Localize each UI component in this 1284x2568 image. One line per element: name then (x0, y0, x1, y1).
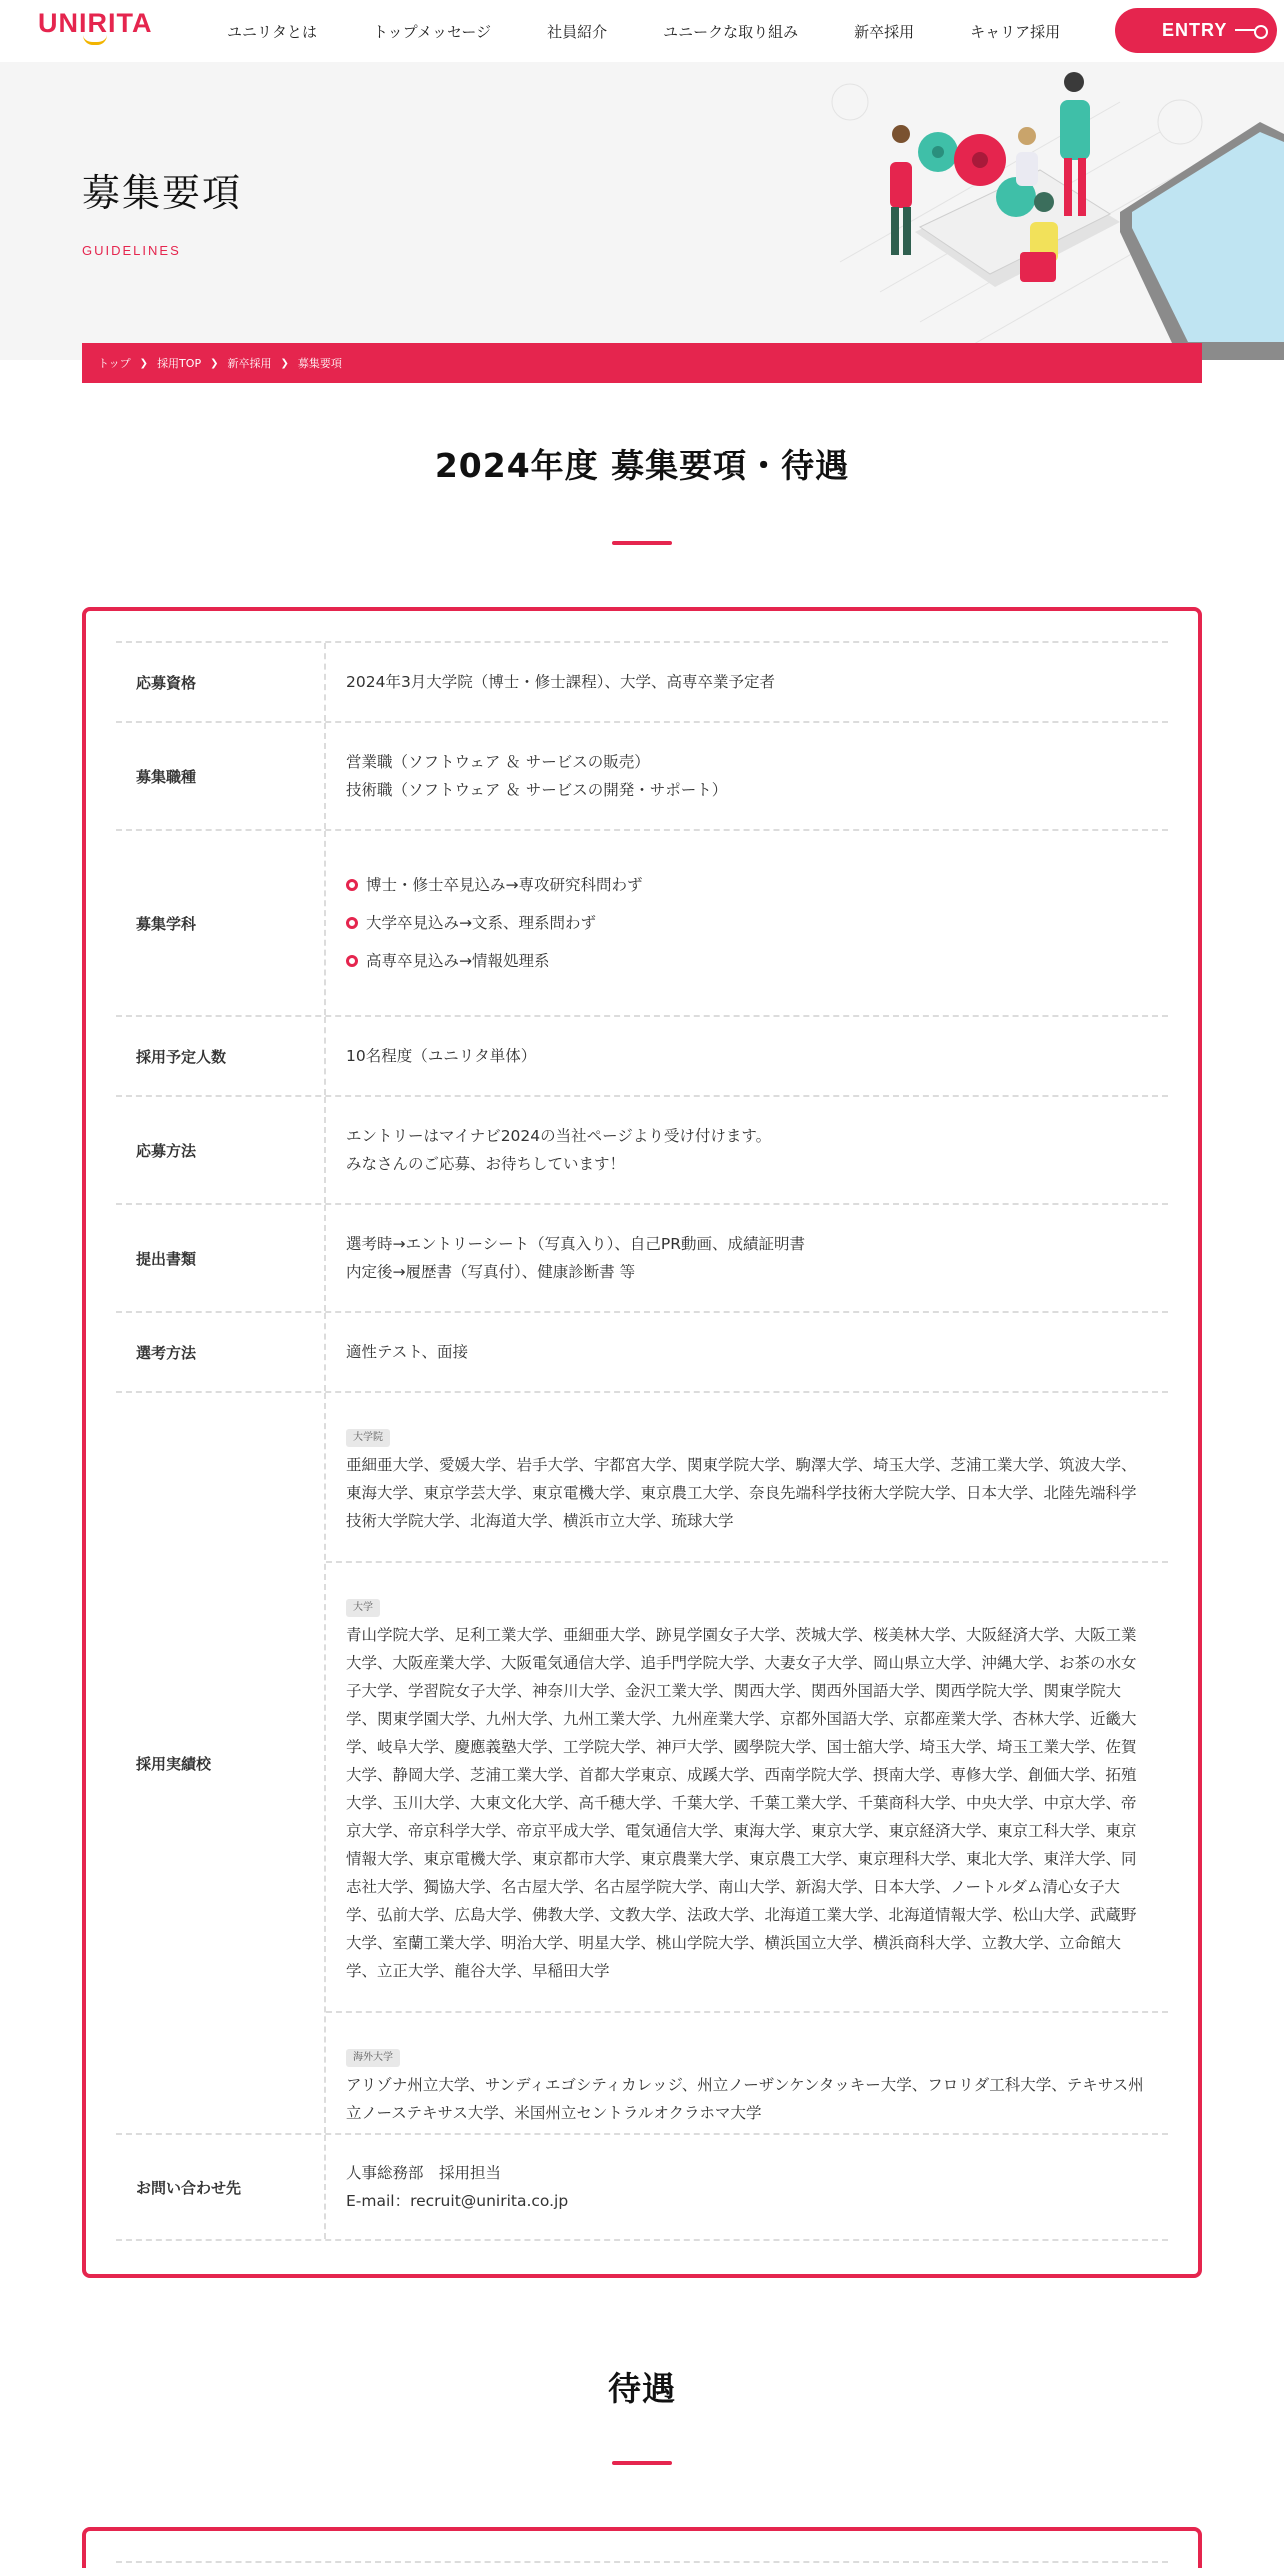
entry-button[interactable] (1115, 8, 1277, 53)
school-group-overseas (326, 2011, 1168, 2153)
school-group-tag: 大学院 (346, 1429, 390, 1447)
circle-bullet-icon (346, 955, 358, 967)
list-item (346, 871, 1148, 899)
row-label: 応募方法 (116, 1097, 326, 1203)
school-list: 亜細亜大学、愛媛大学、岩手大学、宇都宮大学、関東学院大学、駒澤大学、埼玉大学、芝浦工業大学、筑波大学、東海大学、東京学芸大学、東京電機大学、東京農工大学、奈良先端科学技術大学院大学、日本大学、北陸先端科学技術大学院大学、北海道大学、横浜市立大学、琉球大学 (346, 1456, 1137, 1530)
table-row (116, 2133, 1168, 2241)
table-row (116, 1015, 1168, 1095)
chevron-right-icon: ❯ (280, 357, 289, 369)
entry-button-label: ENTRY (1162, 20, 1228, 40)
page-hero (0, 62, 1284, 360)
section-title-benefits: 待遇 (608, 2369, 676, 2408)
row-value (326, 1097, 1168, 1203)
row-label: 選考方法 (116, 1313, 326, 1391)
list-item-text: 博士・修士卒見込み→専攻研究科問わず (366, 876, 643, 894)
hero-illustration (820, 62, 1284, 360)
table-row (116, 1391, 1168, 2133)
table-row (116, 641, 1168, 721)
circle-bullet-icon (346, 917, 358, 929)
site-header (0, 0, 1284, 62)
nav-item-initiatives[interactable]: ユニークな取り組み (663, 22, 799, 41)
section-divider (612, 2461, 672, 2465)
row-label: 採用実績校 (116, 1393, 326, 2133)
position-sales: 営業職（ソフトウェア ＆ サービスの販売） (346, 753, 650, 771)
table-row (116, 1311, 1168, 1391)
arrow-right-icon (1235, 29, 1263, 31)
nav-item-employees[interactable]: 社員紹介 (547, 22, 608, 41)
breadcrumb-recruit-top[interactable]: 採用TOP (157, 357, 202, 370)
section-divider (612, 541, 672, 545)
row-label: 募集職種 (116, 723, 326, 829)
global-nav (200, 0, 1116, 62)
contact-department: 人事総務部 採用担当 (346, 2164, 502, 2182)
school-group-tag: 大学 (346, 1599, 380, 1617)
unirita-logo[interactable] (38, 8, 163, 42)
chevron-right-icon: ❯ (139, 357, 149, 369)
row-label: 採用予定人数 (116, 1017, 326, 1095)
list-item-text: 高専卒見込み→情報処理系 (366, 952, 550, 970)
guidelines-table (116, 641, 1168, 2241)
row-value (326, 2135, 1168, 2239)
breadcrumb (82, 343, 1202, 383)
logo-smile-mark (83, 35, 107, 45)
headcount-text: 10名程度（ユニリタ単体） (346, 1047, 537, 1065)
circle-bullet-icon (346, 879, 358, 891)
row-value (326, 831, 1168, 1015)
breadcrumb-current: 募集要項 (297, 357, 342, 370)
school-group-tag: 海外大学 (346, 2049, 400, 2067)
row-value (326, 1313, 1168, 1391)
row-label: 提出書類 (116, 1205, 326, 1311)
documents-line-1: 選考時→エントリーシート（写真入り）、自己PR動画、成績証明書 (346, 1235, 806, 1253)
apply-line-2: みなさんのご応募、お待ちしています！ (346, 1155, 626, 1173)
eligibility-text: 2024年3月大学院（博士・修士課程）、大学、高専卒業予定者 (346, 673, 776, 691)
breadcrumb-top[interactable]: トップ (98, 357, 131, 370)
list-item (346, 909, 1148, 937)
benefits-table (116, 2561, 1168, 2563)
guidelines-table-box (82, 607, 1202, 2278)
row-value (326, 723, 1168, 829)
row-value (326, 1205, 1168, 1311)
list-item-text: 大学卒見込み→文系、理系問わず (366, 914, 596, 932)
nav-item-career[interactable]: キャリア採用 (970, 22, 1061, 41)
documents-line-2: 内定後→履歴書（写真付）、健康診断書 等 (346, 1263, 636, 1281)
page-title: 募集要項 (82, 171, 243, 215)
chevron-right-icon: ❯ (210, 357, 219, 369)
selection-text: 適性テスト、面接 (346, 1343, 468, 1361)
school-list: アリゾナ州立大学、サンディエゴシティカレッジ、州立ノーザンケンタッキー大学、フロリダ工科大学、テキサス州立ノーステキサス大学、米国州立セントラルオクラホマ大学 (346, 2076, 1144, 2122)
school-group-graduate (326, 1393, 1168, 1561)
row-value (326, 1393, 1168, 2133)
table-row (116, 829, 1168, 1015)
section-title-guidelines: 2024年度 募集要項・待遇 (434, 446, 850, 485)
logo-text: UNIRITA (38, 8, 153, 38)
contact-email[interactable]: E-mail：recruit@unirita.co.jp (346, 2192, 569, 2210)
row-label: 募集学科 (116, 831, 326, 1015)
school-group-university (326, 1561, 1168, 2011)
list-item (346, 947, 1148, 975)
nav-item-new-grad[interactable]: 新卒採用 (854, 22, 915, 41)
row-value (326, 1017, 1168, 1095)
table-row (116, 721, 1168, 829)
nav-item-about[interactable]: ユニリタとは (227, 22, 318, 41)
table-row (116, 1203, 1168, 1311)
apply-line-1: エントリーはマイナビ2024の当社ページより受け付けます。 (346, 1127, 772, 1145)
school-list: 青山学院大学、足利工業大学、亜細亜大学、跡見学園女子大学、茨城大学、桜美林大学、大阪経済大学、大阪工業大学、大阪産業大学、大阪電気通信大学、追手門学院大学、大妻女子大学、岡山県立大学、沖縄大学、お茶の水女子大学、学習院女子大学、神奈川大学、金沢工業大学、関西大学、関西外国語大学、関西学院大学、関東学院大学、関東学園大学、九州大学、九州工業大学、九州産業大学、京都外国語大学、京都産業大学、杏林大学、近畿大学、岐阜大学、慶應義塾大学、工学院大学、神戸大学、國學院大学、国士舘大学、埼玉大学、埼玉工業大学、佐賀大学、静岡大学、芝浦工業大学、首都大学東京、成蹊大学、西南学院大学、摂南大学、専修大学、創価大学、拓殖大学、玉川大学、大東文化大学、高千穂大学、千葉大学、千葉工業大学、千葉商科大学、中央大学、中京大学、帝京大学、帝京科学大学、帝京平成大学、電気通信大学、東海大学、東京大学、東京経済大学、東京工科大学、東京情報大学、東京電機大学、東京都市大学、東京農業大学、東京農工大学、東京理科大学、東北大学、東洋大学、同志社大学、獨協大学、名古屋大学、名古屋学院大学、南山大学、新潟大学、日本大学、ノートルダム清心女子大学、弘前大学、広島大学、佛教大学、文教大学、法政大学、北海道工業大学、北海道情報大学、松山大学、武蔵野大学、室蘭工業大学、明治大学、明星大学、桃山学院大学、横浜国立大学、横浜商科大学、立教大学、立命館大学、立正大学、龍谷大学、早稲田大学 (346, 1626, 1137, 1980)
breadcrumb-new-grad[interactable]: 新卒採用 (227, 357, 272, 370)
benefits-table-box (82, 2527, 1202, 2568)
position-engineering: 技術職（ソフトウェア ＆ サービスの開発・サポート） (346, 781, 728, 799)
row-label: お問い合わせ先 (116, 2135, 326, 2239)
row-label: 応募資格 (116, 643, 326, 721)
page-subtitle: GUIDELINES (82, 243, 181, 258)
row-value (326, 643, 1168, 721)
nav-item-top-message[interactable]: トップメッセージ (373, 22, 492, 41)
table-row (116, 1095, 1168, 1203)
